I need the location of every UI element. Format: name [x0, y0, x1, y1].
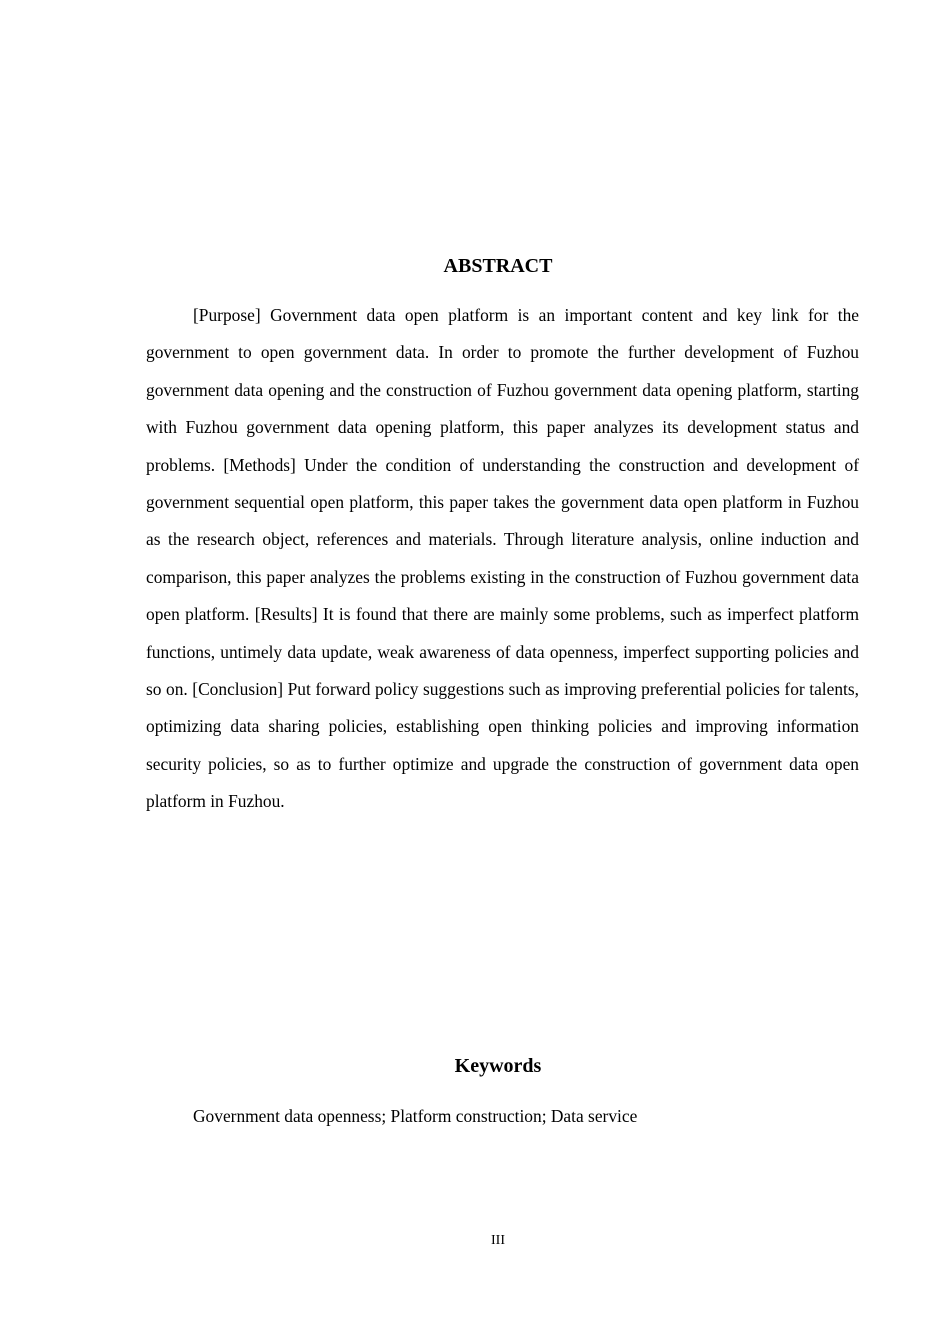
abstract-body: [Purpose] Government data open platform is an important content and key link for the government to open government data. In order to promote the further development of Fuzhou government data opening and the construction of Fuzhou government data opening platform, starting with Fuzhou government data opening platform, this paper analyzes its development status and problems. [Methods] Under the condition of understanding the construction and development of government sequential open platform, this paper takes the government data open platform in Fuzhou as the research object, references and materials. Through literature analysis, online induction and comparison, this paper analyzes the problems existing in the construction of Fuzhou government data open platform. [Results] It is found that there are mainly some problems, such as imperfect platform functions, untimely data update, weak awareness of data openness, imperfect supporting policies and so on. [Conclusion] Put forward policy suggestions such as improving preferential policies for talents, optimizing data sharing policies, establishing open thinking policies and improving information security policies, so as to further optimize and upgrade the construction of government data open platform in Fuzhou.: [146, 305, 859, 812]
abstract-heading: ABSTRACT: [443, 255, 553, 277]
page-number: III: [491, 1233, 505, 1248]
keywords-text: Government data openness; Platform construction; Data service: [193, 1106, 638, 1126]
keywords-heading: Keywords: [454, 1055, 542, 1077]
